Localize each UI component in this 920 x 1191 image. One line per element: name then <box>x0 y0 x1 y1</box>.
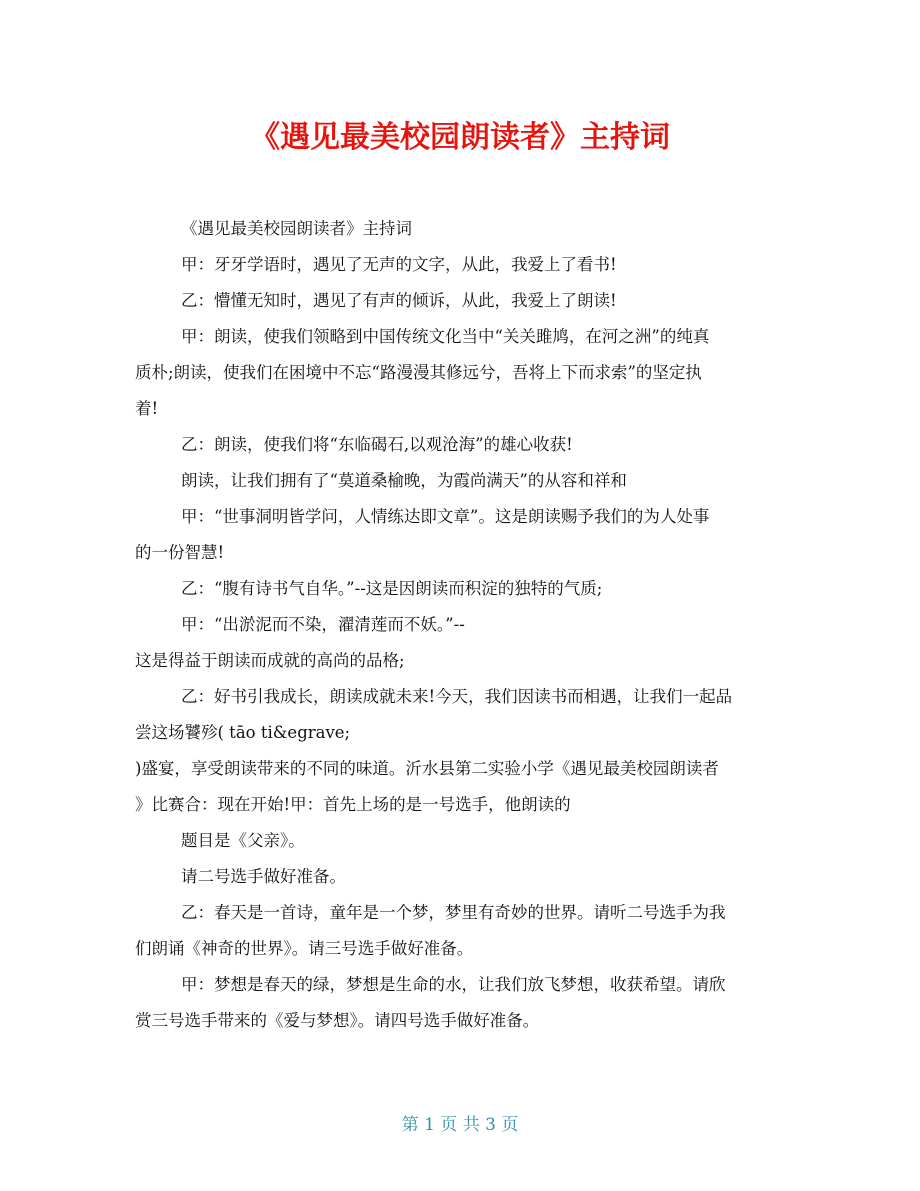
text-line-14: 尝这场饕殄( tāo ti&egrave; <box>135 723 351 742</box>
text-line-16: 》比赛合：现在开始!甲：首先上场的是一号选手，他朗读的 <box>135 795 571 814</box>
text-line-8: 甲：“世事洞明皆学问，人情练达即文章”。这是朗读赐予我们的为人处事 <box>181 507 710 526</box>
text-line-10: 乙：“腹有诗书气自华。”--这是因朗读而积淀的独特的气质; <box>181 579 603 598</box>
text-line-21: 甲：梦想是春天的绿，梦想是生命的水，让我们放飞梦想，收获希望。请欣 <box>181 975 726 994</box>
text-line-11: 甲：“出淤泥而不染，濯清莲而不妖。”-- <box>181 615 465 634</box>
text-line-18: 请二号选手做好准备。 <box>181 867 346 886</box>
text-line-13: 乙：好书引我成长，朗读成就未来!今天，我们因读书而相遇，让我们一起品 <box>181 687 733 706</box>
text-line-7: 朗读，让我们拥有了“莫道桑榆晚，为霞尚满天”的从容和祥和 <box>181 471 627 490</box>
document-body <box>135 211 795 1039</box>
text-line-4: 质朴;朗读，使我们在困境中不忘“路漫漫其修远兮，吾将上下而求索”的坚定执 <box>135 363 702 382</box>
text-line-1: 甲：牙牙学语时，遇见了无声的文字，从此，我爱上了看书! <box>181 255 617 274</box>
text-line-12: 这是得益于朗读而成就的高尚的品格; <box>135 651 405 670</box>
page-footer: 第 1 页 共 3 页 <box>401 1115 519 1135</box>
text-line-5: 着! <box>135 399 159 418</box>
text-line-2: 乙：懵懂无知时，遇见了有声的倾诉，从此，我爱上了朗读! <box>181 291 617 310</box>
page-title: 《遇见最美校园朗读者》主持词 <box>250 120 670 155</box>
text-line-22: 赏三号选手带来的《爱与梦想》。请四号选手做好准备。 <box>135 1011 540 1030</box>
text-line-9: 的一份智慧! <box>135 543 225 562</box>
text-line-15: )盛宴，享受朗读带来的不同的味道。沂水县第二实验小学《遇见最美校园朗读者 <box>135 759 719 778</box>
text-line-3: 甲：朗读，使我们领略到中国传统文化当中“关关雎鸠，在河之洲”的纯真 <box>181 327 710 346</box>
text-line-17: 题目是《父亲》。 <box>181 831 305 850</box>
text-line-20: 们朗诵《神奇的世界》。请三号选手做好准备。 <box>135 939 474 958</box>
text-line-0: 《遇见最美校园朗读者》主持词 <box>181 219 412 238</box>
text-line-6: 乙：朗读，使我们将“东临碣石,以观沧海”的雄心收获! <box>181 435 573 454</box>
text-line-19: 乙：春天是一首诗，童年是一个梦，梦里有奇妙的世界。请听二号选手为我 <box>181 903 726 922</box>
